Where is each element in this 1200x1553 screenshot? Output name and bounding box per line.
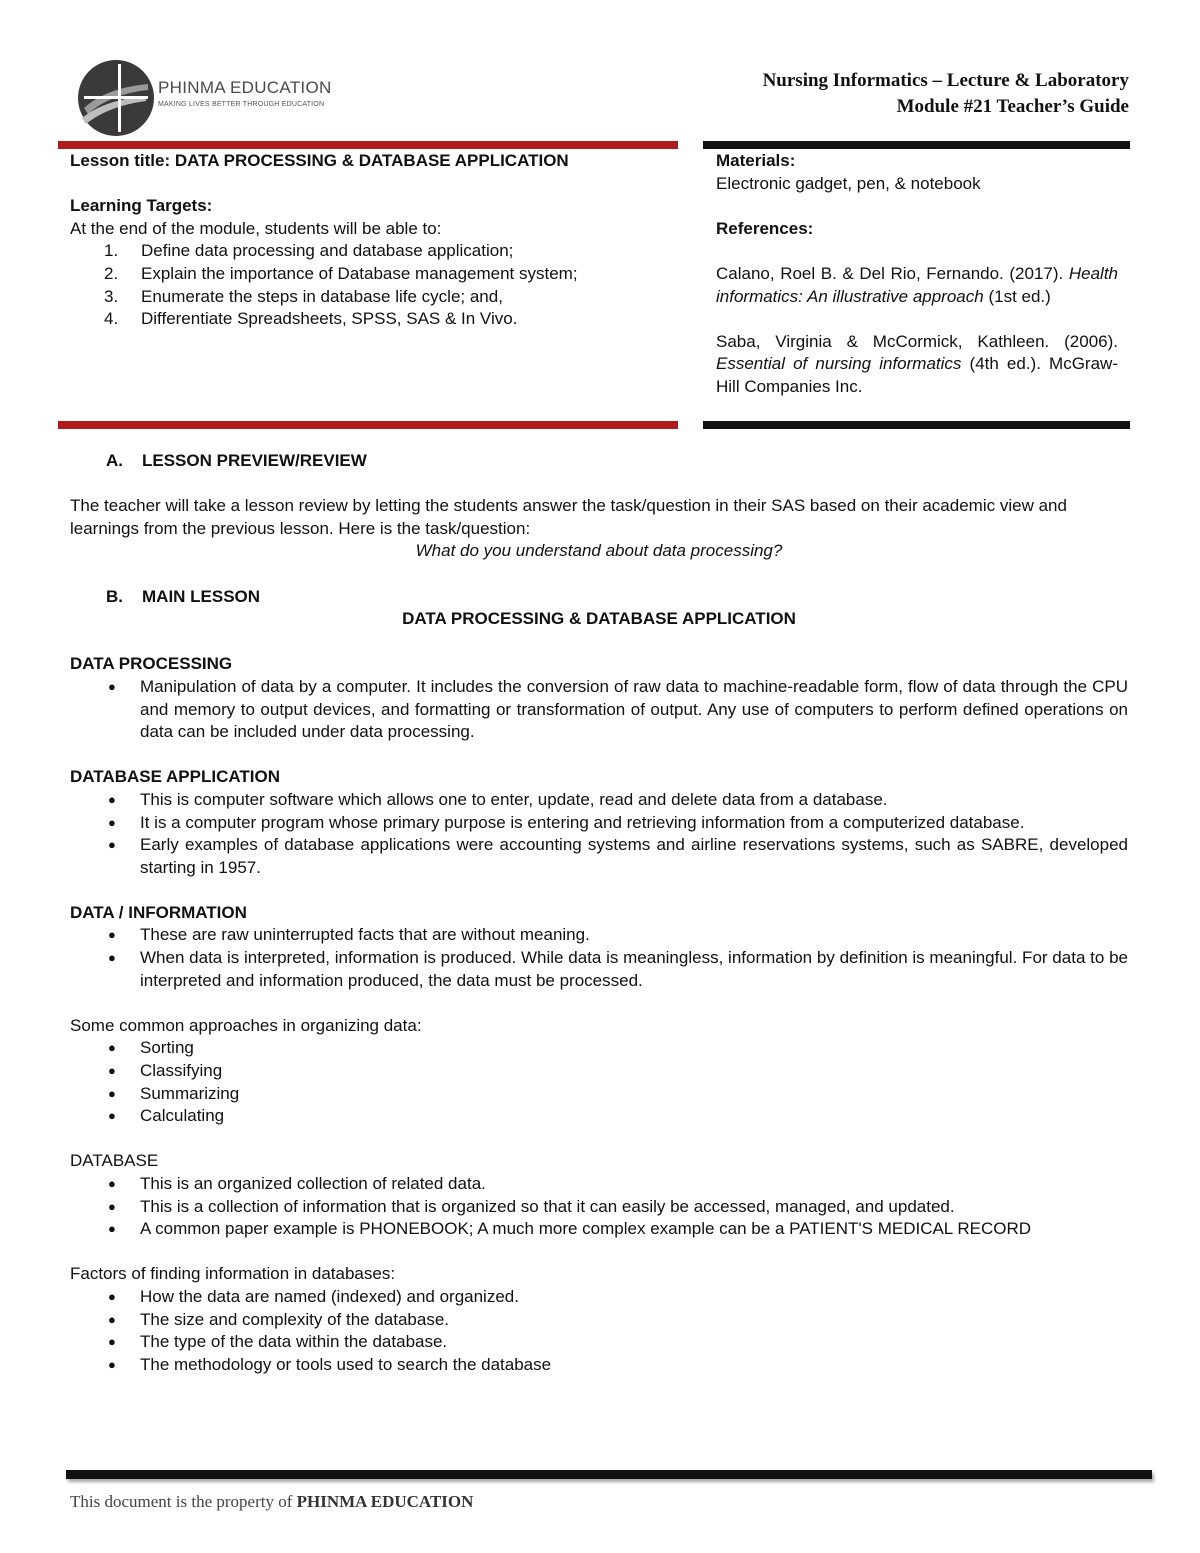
list-item: ● Sorting xyxy=(70,1037,1128,1060)
bullet-icon: ● xyxy=(108,1085,116,1101)
list-item: ● It is a computer program whose primary purpose is entering and retrieving information from a computerized database. xyxy=(70,812,1128,835)
lesson-title: Lesson title: DATA PROCESSING & DATABASE APPLICATION xyxy=(70,151,569,170)
bullet-icon: ● xyxy=(108,814,116,830)
bottom-rule-left xyxy=(58,421,678,429)
review-question: What do you understand about data processing? xyxy=(415,541,783,561)
main-lesson-subtitle: DATA PROCESSING & DATABASE APPLICATION xyxy=(402,609,796,629)
bullet-icon: ● xyxy=(108,1334,116,1350)
data-processing-heading: DATA PROCESSING xyxy=(70,654,233,674)
bullet-icon: ● xyxy=(108,1040,116,1056)
list-item: 1. Define data processing and database application; xyxy=(104,241,514,261)
phinma-emblem-icon xyxy=(76,58,156,138)
phinma-logo xyxy=(76,58,356,138)
learning-targets-intro: At the end of the module, students will be able to: xyxy=(70,218,442,238)
database-list xyxy=(70,1173,1128,1241)
course-title: Nursing Informatics – Lecture & Laboratory xyxy=(762,70,1129,91)
list-item: ● The size and complexity of the database. xyxy=(70,1309,1128,1332)
footer-rule xyxy=(66,1470,1152,1479)
reference-2: Saba, Virginia & McCormick, Kathleen. (2006). Essential of nursing informatics (4th ed.). McGraw-Hill Companies Inc. xyxy=(716,331,1118,396)
bullet-icon: ● xyxy=(108,1221,116,1237)
approaches-intro: Some common approaches in organizing data: xyxy=(70,1015,422,1035)
list-item: ● A common paper example is PHONEBOOK; A much more complex example can be a PATIENT'S MEDICAL RECORD xyxy=(70,1218,1128,1241)
list-item: ● Manipulation of data by a computer. It includes the conversion of raw data to machine-readable form, flow of data through the CPU and memory to output devices, and formatting or transformation of output. Any use of computers to perform defined operations on data can be included under data processing. xyxy=(108,676,1128,742)
learning-targets-label: Learning Targets: xyxy=(70,196,213,216)
bullet-icon: ● xyxy=(108,678,116,694)
factors-list xyxy=(70,1286,1128,1376)
module-title: Module #21 Teacher’s Guide xyxy=(896,96,1129,117)
list-item: ● These are raw uninterrupted facts that are without meaning. xyxy=(70,924,1128,947)
list-item: ● This is a collection of information that is organized so that it can easily be accessed, managed, and updated. xyxy=(70,1196,1128,1219)
section-a-heading: A. LESSON PREVIEW/REVIEW xyxy=(106,451,367,470)
lesson-info xyxy=(70,150,670,331)
bottom-rule-right xyxy=(703,421,1130,429)
database-application-list xyxy=(70,789,1128,879)
data-processing-list xyxy=(70,676,1128,744)
logo-name: PHINMA EDUCATION xyxy=(158,78,332,97)
section-a-body: The teacher will take a lesson review by letting the students answer the task/question in their SAS based on their academic view and learnings from the previous lesson. Here is the task/question: xyxy=(70,496,1067,538)
top-rule-right xyxy=(703,141,1130,149)
materials-references xyxy=(716,150,1118,399)
factors-intro: Factors of finding information in databases: xyxy=(70,1264,396,1284)
list-item: ● How the data are named (indexed) and organized. xyxy=(70,1286,1128,1309)
reference-1: Calano, Roel B. & Del Rio, Fernando. (2017). Health informatics: An illustrative approach (1st ed.) xyxy=(716,263,1118,306)
bullet-icon: ● xyxy=(108,927,116,943)
bullet-icon: ● xyxy=(108,837,116,853)
list-item: ● This is computer software which allows one to enter, update, read and delete data from a database. xyxy=(70,789,1128,812)
data-information-list xyxy=(70,924,1128,992)
document-header xyxy=(763,68,1129,120)
bullet-icon: ● xyxy=(108,1311,116,1327)
footer: This document is the property of PHINMA EDUCATION xyxy=(70,1492,474,1511)
list-item: ● Classifying xyxy=(70,1060,1128,1083)
list-item: ● The methodology or tools used to search the database xyxy=(70,1354,1128,1377)
bullet-icon: ● xyxy=(108,1288,116,1304)
list-item: ● Summarizing xyxy=(70,1083,1128,1106)
top-rule-left xyxy=(58,141,678,149)
bullet-icon: ● xyxy=(108,1198,116,1214)
list-item: ● Early examples of database applications were accounting systems and airline reservations systems, such as SABRE, developed starting in 1957. xyxy=(108,835,1128,877)
materials-label: Materials: xyxy=(716,151,796,170)
list-item: 2. Explain the importance of Database management system; xyxy=(104,263,578,283)
bullet-icon: ● xyxy=(108,950,116,966)
learning-targets-list xyxy=(70,240,670,330)
list-item: 4. Differentiate Spreadsheets, SPSS, SAS & In Vivo. xyxy=(104,309,518,329)
bullet-icon: ● xyxy=(108,1108,116,1124)
bullet-icon: ● xyxy=(108,1063,116,1079)
materials-text: Electronic gadget, pen, & notebook xyxy=(716,173,981,193)
list-item: ● The type of the data within the database. xyxy=(70,1331,1128,1354)
list-item: ● This is an organized collection of related data. xyxy=(70,1173,1128,1196)
list-item: ● When data is interpreted, information is produced. While data is meaningless, information by definition is meaningful. For data to be interpreted and information produced, the data must be processed. xyxy=(108,948,1128,990)
database-application-heading: DATABASE APPLICATION xyxy=(70,767,280,787)
references-label: References: xyxy=(716,218,814,238)
approaches-list xyxy=(70,1037,1128,1127)
list-item: 3. Enumerate the steps in database life cycle; and, xyxy=(104,286,503,306)
main-content xyxy=(70,450,1128,1376)
logo-tagline: MAKING LIVES BETTER THROUGH EDUCATION xyxy=(158,101,325,108)
database-heading: DATABASE xyxy=(70,1151,159,1171)
bullet-icon: ● xyxy=(108,791,116,807)
bullet-icon: ● xyxy=(108,1356,116,1372)
list-item: ● Calculating xyxy=(70,1105,1128,1128)
section-b-heading: B. MAIN LESSON xyxy=(106,586,261,606)
data-information-heading: DATA / INFORMATION xyxy=(70,902,247,922)
bullet-icon: ● xyxy=(108,1176,116,1191)
